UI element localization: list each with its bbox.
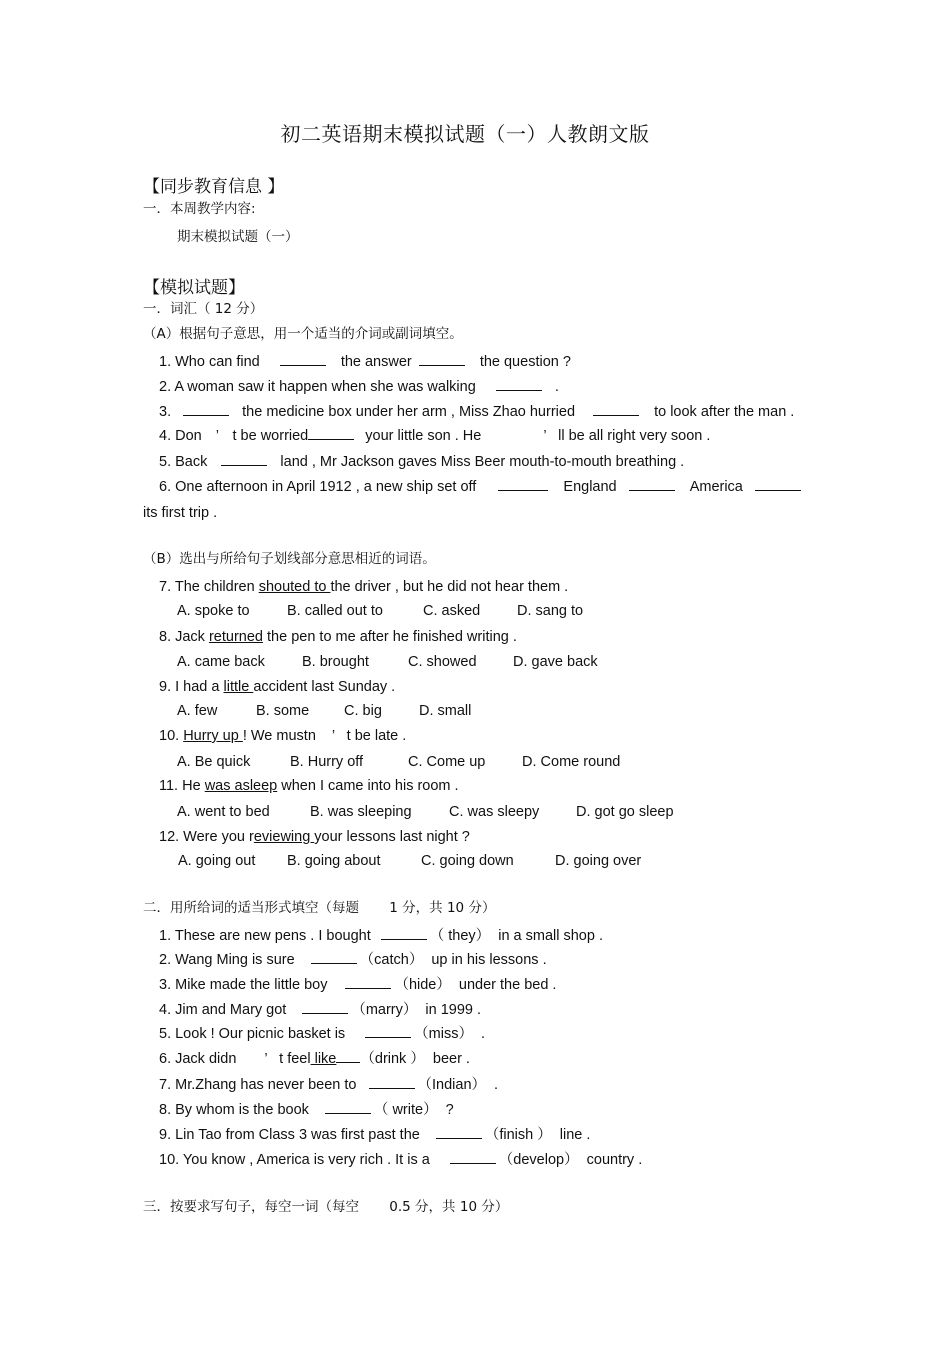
options-b10 [177,753,620,771]
underlined-phrase: little [223,679,254,695]
mock-heading: 【模拟试题】 [143,278,245,298]
q-text: 4. Jim and Mary got [159,1002,287,1018]
fill-item-10 [159,1151,642,1169]
q-text: 7. Mr.Zhang has never been to [159,1077,357,1093]
given-word: （marry） [351,1002,418,1018]
q-text: beer . [432,1051,470,1067]
option: C. asked [423,603,481,619]
heading-text: 0.5 分，共 10 分） [389,1199,509,1215]
question-a5 [159,453,684,471]
answer-blank [498,478,548,491]
option: A. went to bed [177,804,270,820]
fill-item-6 [159,1050,470,1068]
q-text: 10. [159,728,184,744]
given-word: （finish ） [484,1127,552,1143]
q-text: . [554,379,559,395]
q-text: . [494,1077,499,1093]
q-text: 10. You know , America is very rich . It is a [159,1152,430,1168]
question-b7 [159,578,568,596]
q-text: when I came into his room . [277,778,459,794]
given-word: （hide） [394,977,451,993]
q-text: 6. One afternoon in April 1912 , a new ship set off [159,479,477,495]
question-b8 [159,628,517,646]
q-text: in 1999 . [425,1002,482,1018]
question-a3 [159,403,794,421]
heading-text: 1 分，共 10 分） [389,900,496,916]
sync-info-heading: 【同步教育信息 】 [143,177,285,197]
question-b12 [159,828,470,846]
heading-text: 三．按要求写句子，每空一词（每空 [143,1199,359,1215]
option: A. going out [178,853,256,869]
answer-blank [419,353,465,366]
answer-blank [336,1050,360,1063]
option: B. was sleeping [310,804,412,820]
part1-heading: 一．词汇（ 12 分） [143,301,264,317]
answer-blank [369,1076,415,1089]
question-b11 [159,777,459,795]
q-text: country . [586,1152,643,1168]
question-b9 [159,678,395,696]
answer-blank [450,1151,496,1164]
q-text: the question ? [479,354,571,370]
options-b12 [178,852,641,870]
q-text: under the bed . [458,977,557,993]
option: C. Come up [408,754,486,770]
option: C. was sleepy [449,804,540,820]
heading-text: 二．用所给词的适当形式填空（每题 [143,900,359,916]
q-text: t be worried [232,428,309,444]
given-word: （catch） [359,952,424,968]
q-text: ? [445,1102,454,1118]
q-text: 1. These are new pens . I bought [159,928,371,944]
sync-info-item: 一．本周教学内容: [143,201,256,217]
answer-blank [302,1001,348,1014]
option: D. going over [555,853,642,869]
underlined-phrase: eviewing [253,829,315,845]
q-text: 5. Look ! Our picnic basket is [159,1026,346,1042]
options-b8 [177,653,598,671]
q-text: to look after the man . [654,404,795,420]
option: B. brought [302,654,369,670]
q-text: England [563,479,617,495]
q-text: 5. Back [159,454,208,470]
q-text: ! We mustn [242,728,316,744]
q-text: the pen to me after he finished writing . [262,629,517,645]
underlined-phrase: was asleep [204,778,278,794]
q-text: the answer [340,354,412,370]
fill-item-7 [159,1076,498,1094]
q-text: ll be all right very soon . [558,428,711,444]
given-word: （miss） [414,1026,473,1042]
answer-blank [496,378,542,391]
fill-item-1 [159,927,603,945]
q-text: accident last Sunday . [253,679,396,695]
q-text: 6. Jack didn [159,1051,237,1067]
answer-blank [345,976,391,989]
option: C. big [344,703,382,719]
options-b11 [177,803,674,821]
fill-item-9 [159,1126,590,1144]
q-text: . [481,1026,486,1042]
option: C. showed [408,654,477,670]
question-a6-cont: its first trip . [143,505,218,521]
q-text: 8. By whom is the book [159,1102,309,1118]
option: D. small [419,703,472,719]
given-word: （ write） [373,1102,438,1118]
sync-info-subitem: 期末模拟试题（一） [177,229,299,245]
q-text: 9. Lin Tao from Class 3 was first past the [159,1127,420,1143]
answer-blank [280,353,326,366]
given-word: （develop） [498,1152,579,1168]
answer-blank [436,1126,482,1139]
question-a1 [159,353,571,371]
options-b7 [177,602,583,620]
option: C. going down [421,853,514,869]
option: B. some [256,703,310,719]
q-text: t be late . [346,728,407,744]
q-text: your little son . He [365,428,482,444]
given-word: （drink ） [360,1051,425,1067]
fill-item-5 [159,1025,485,1043]
fill-item-3 [159,976,556,994]
options-b9 [177,702,471,720]
option: B. Hurry off [290,754,364,770]
answer-blank [311,951,357,964]
question-a4 [159,427,710,445]
option: A. spoke to [177,603,250,619]
option: A. came back [177,654,265,670]
q-text: the driver , but he did not hear them . [330,579,569,595]
q-text: ’ [543,428,547,444]
q-text: ’ [215,428,219,444]
option: B. called out to [287,603,383,619]
q-text: 3. [159,404,172,420]
option: A. Be quick [177,754,251,770]
answer-blank [308,427,354,440]
q-text: line . [559,1127,591,1143]
fill-item-2 [159,951,547,969]
partB-instruction: （B）选出与所给句子划线部分意思相近的词语。 [143,551,436,567]
answer-blank [381,927,427,940]
fill-item-8 [159,1101,454,1119]
q-text: land , Mr Jackson gaves Miss Beer mouth-to-mouth breathing . [280,454,685,470]
answer-blank [183,403,229,416]
answer-blank [629,478,675,491]
q-text: 4. Don [159,428,202,444]
q-text: t feel [279,1051,311,1067]
underlined-phrase: Hurry up [183,728,243,744]
q-text: 8. Jack [159,629,209,645]
q-text: 7. The children [159,579,259,595]
q-text: America [689,479,743,495]
answer-blank [325,1101,371,1114]
question-a2 [159,378,559,396]
q-text: up in his lessons . [431,952,547,968]
partA-instruction: （A）根据句子意思，用一个适当的介词或副词填空。 [143,326,463,342]
q-text: 2. Wang Ming is sure [159,952,295,968]
option: D. Come round [522,754,621,770]
given-word: （Indian） [417,1077,487,1093]
q-text: the medicine box under her arm , Miss Zhao hurried [242,404,576,420]
underlined-phrase: like [310,1051,337,1067]
underlined-phrase: shouted to [258,579,331,595]
option: A. few [177,703,218,719]
option: B. going about [287,853,381,869]
q-text: 12. Were you r [159,829,254,845]
question-b10 [159,727,406,745]
underlined-phrase: returned [208,629,263,645]
fill-item-4 [159,1001,481,1019]
answer-blank [365,1025,411,1038]
q-text: 3. Mike made the little boy [159,977,328,993]
q-text: in a small shop . [498,928,603,944]
answer-blank [221,453,267,466]
q-text: your lessons last night ? [314,829,470,845]
option: D. gave back [513,654,598,670]
given-word: （ they） [429,928,491,944]
answer-blank [755,478,801,491]
document-title: 初二英语期末模拟试题（一）人教朗文版 [280,122,650,146]
q-text: ’ [331,728,335,744]
question-a6 [159,478,804,496]
option: D. sang to [517,603,584,619]
option: D. got go sleep [576,804,674,820]
q-text: 9. I had a [159,679,224,695]
answer-blank [593,403,639,416]
part3-heading [143,1198,508,1216]
q-text: 1. Who can find [159,354,260,370]
q-text: ’ [264,1051,268,1067]
q-text: 11. He [159,778,205,794]
q-text: 2. A woman saw it happen when she was walking [159,379,476,395]
part2-heading [143,899,495,917]
